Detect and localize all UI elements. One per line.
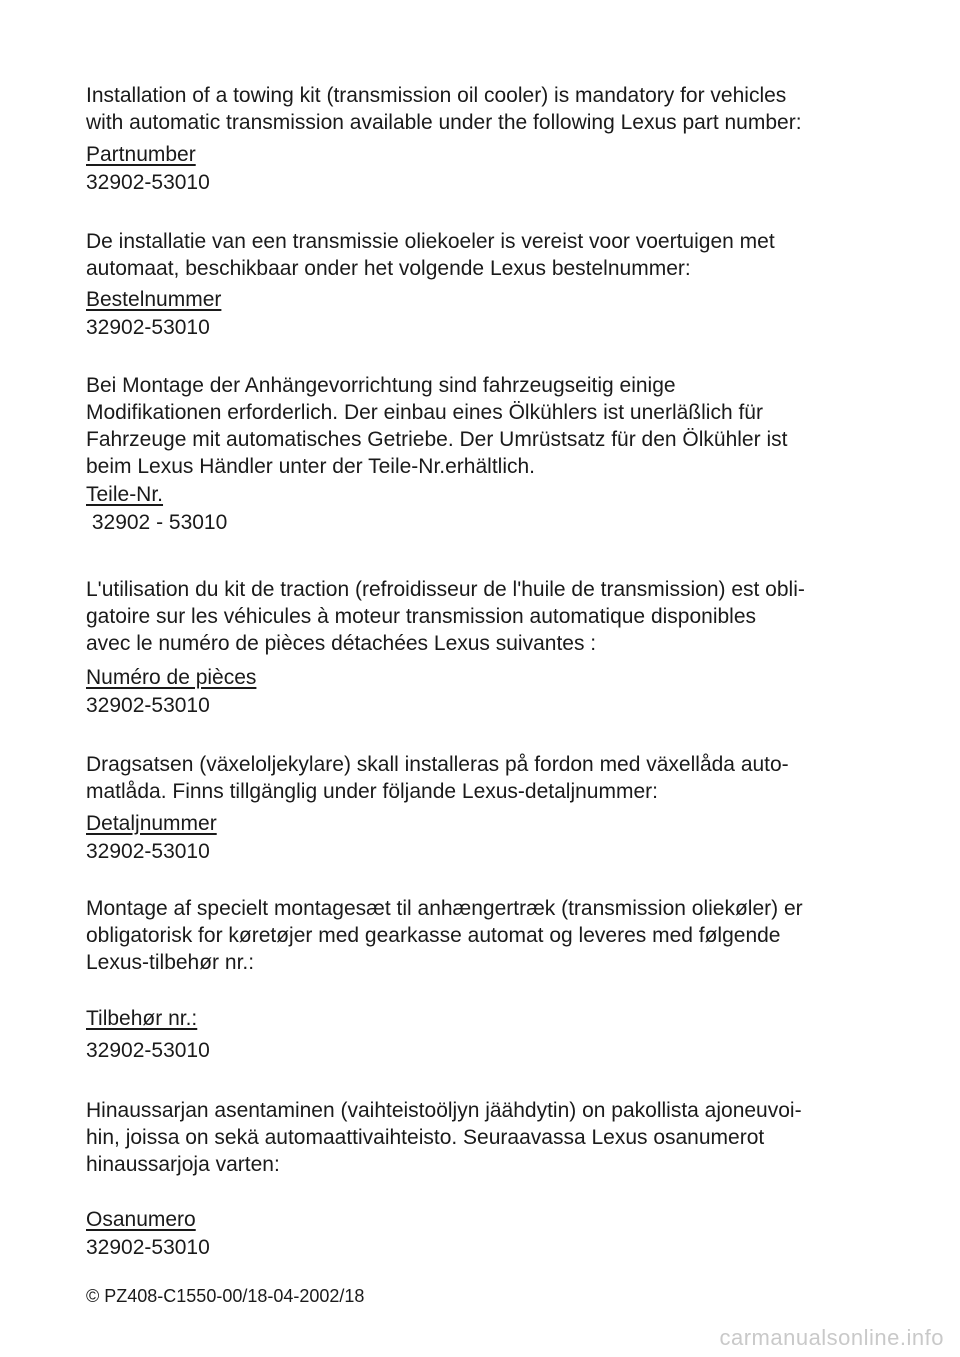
label-fr: Numéro de pièces <box>86 666 257 689</box>
paragraph-da: Montage af specielt montagesæt til anhængertræk (transmission oliekøler) er obligatorisk for køretøjer med gearkasse automat og leveres med følgende Lexus-tilbehør nr.: <box>86 897 803 974</box>
paragraph-en: Installation of a towing kit (transmission oil cooler) is mandatory for vehicles with automatic transmission available under the following Lexus part number: <box>86 84 802 134</box>
footer-copyright: © PZ408-C1550-00/18-04-2002/18 <box>86 1286 365 1306</box>
part-number-sv: 32902-53010 <box>86 840 210 863</box>
part-number-en: 32902-53010 <box>86 171 210 194</box>
paragraph-sv: Dragsatsen (växeloljekylare) skall installeras på fordon med växellåda auto- matlåda. Finns tillgänglig under följande Lexus-detaljnummer: <box>86 753 789 803</box>
watermark: carmanualsonline.info <box>719 1325 944 1350</box>
label-da: Tilbehør nr.: <box>86 1007 198 1030</box>
label-en: Partnumber <box>86 143 196 166</box>
label-de: Teile-Nr. <box>86 483 164 506</box>
paragraph-de: Bei Montage der Anhängevorrichtung sind fahrzeugseitig einige Modifikationen erforderlich. Der einbau eines Ölkühlers ist unerläßlich für Fahrzeuge mit automatisches Getriebe. Der Umrüstsatz für den Ölkühler ist beim Lexus Händler unter der Teile-Nr.erhältlich. <box>86 374 788 478</box>
part-number-fi: 32902-53010 <box>86 1236 210 1259</box>
part-number-da: 32902-53010 <box>86 1039 210 1062</box>
part-number-de: 32902 - 53010 <box>86 511 228 534</box>
label-nl: Bestelnummer <box>86 288 222 311</box>
paragraph-fr: L'utilisation du kit de traction (refroidisseur de l'huile de transmission) est obli- gatoire sur les véhicules à moteur transmission automatique disponibles avec le numéro de pièces détachées Lexus suivantes : <box>86 578 805 655</box>
paragraph-fi: Hinaussarjan asentaminen (vaihteistoöljyn jäähdytin) on pakollista ajoneuvoi- hin, joissa on sekä automaattivaihteisto. Seuraavassa Lexus osanumerot hinaussarjoja varten: <box>86 1099 802 1176</box>
part-number-fr: 32902-53010 <box>86 694 210 717</box>
label-sv: Detaljnummer <box>86 812 217 835</box>
label-fi: Osanumero <box>86 1208 196 1231</box>
part-number-nl: 32902-53010 <box>86 316 210 339</box>
paragraph-nl: De installatie van een transmissie oliekoeler is vereist voor voertuigen met automaat, beschikbaar onder het volgende Lexus bestelnummer: <box>86 230 775 280</box>
